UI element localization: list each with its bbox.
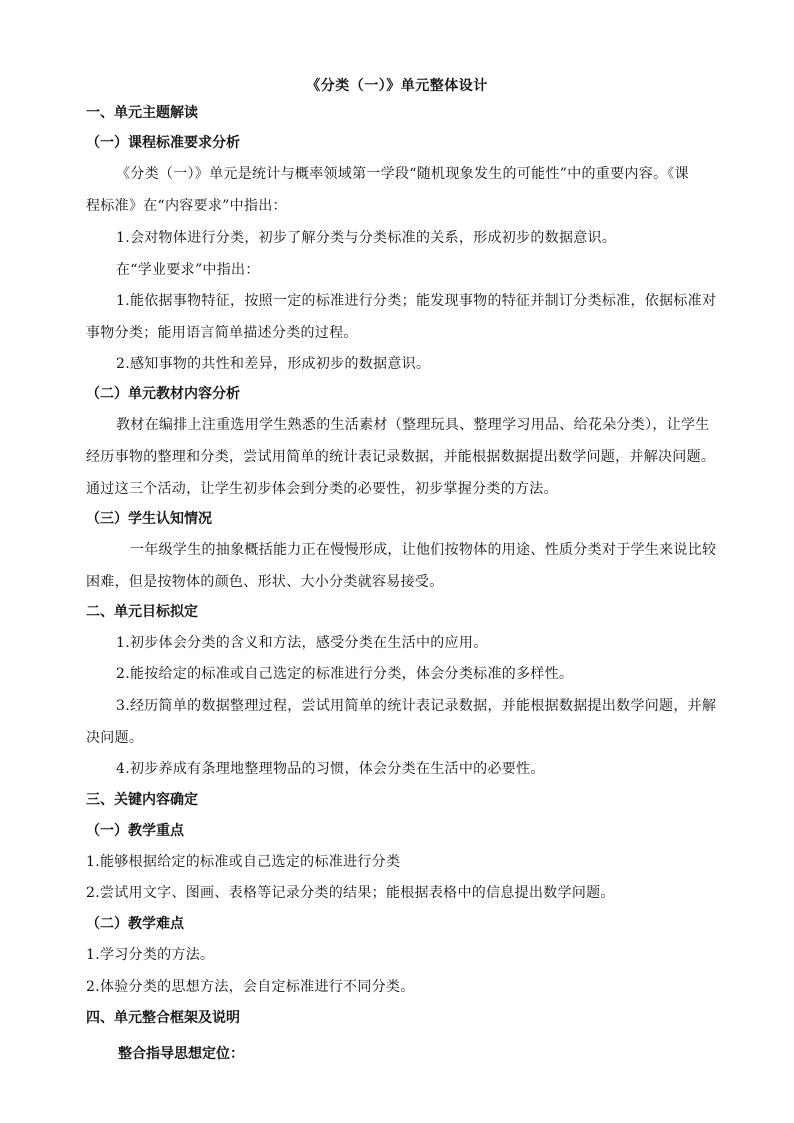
paragraph-line: 困难，但是按物体的颜色、形状、大小分类就容易接受。 [86, 574, 444, 590]
paragraph-line: 2.感知事物的共性和差异，形成初步的数据意识。 [116, 356, 431, 372]
subsection-heading-1-2: （二）单元教材内容分析 [86, 386, 240, 402]
section-heading-1: 一、单元主题解读 [86, 105, 198, 121]
goal-item: 2.能按给定的标准或自己选定的标准进行分类，体会分类标准的多样性。 [116, 666, 574, 682]
paragraph-line: 事物分类；能用语言简单描述分类的过程。 [86, 325, 358, 341]
goal-item: 3.经历简单的数据整理过程，尝试用简单的统计表记录数据，并能根据数据提出数学问题，并解 [116, 698, 717, 714]
paragraph-line: 一年级学生的抽象概括能力正在慢慢形成，让他们按物体的用途、性质分类对于学生来说比较 [130, 542, 717, 558]
paragraph-line: 在“学业要求”中指出： [116, 262, 260, 278]
paragraph-line: 程标准》在“内容要求”中指出： [86, 198, 287, 214]
goal-item: 4.初步养成有条理地整理物品的习惯，体会分类在生活中的必要性。 [116, 761, 545, 777]
paragraph-line: 《分类（一）》单元是统计与概率领域第一学段“随机现象发生的可能性”中的重要内容。《课 [116, 166, 689, 182]
document-title: 《分类（一）》单元整体设计 [306, 78, 488, 94]
key-point-item: 1.能够根据给定的标准或自己选定的标准进行分类 [86, 854, 401, 870]
subheading-guiding-idea: 整合指导思想定位： [118, 1046, 244, 1062]
paragraph-line: 通过这三个活动，让学生初步体会到分类的必要性，初步掌握分类的方法。 [86, 481, 558, 497]
key-point-item: 2.尝试用文字、图画、表格等记录分类的结果；能根据表格中的信息提出数学问题。 [86, 885, 615, 901]
subsection-heading-3-2: （二）教学难点 [86, 916, 184, 932]
section-heading-4: 四、单元整合框架及说明 [86, 1010, 240, 1026]
paragraph-line: 经历事物的整理和分类，尝试用简单的统计表记录数据，并能根据数据提出数学问题，并解决问题。 [86, 449, 716, 465]
paragraph-line: 1.会对物体进行分类，初步了解分类与分类标准的关系，形成初步的数据意识。 [116, 230, 617, 246]
paragraph-line: 教材在编排上注重选用学生熟悉的生活素材（整理玩具、整理学习用品、给花朵分类），让学生 [116, 417, 710, 433]
goal-item: 1.初步体会分类的含义和方法，感受分类在生活中的应用。 [116, 635, 488, 651]
difficulty-item: 2.体验分类的思想方法，会自定标准进行不同分类。 [86, 979, 415, 995]
subsection-heading-3-1: （一）教学重点 [86, 823, 184, 839]
section-heading-2: 二、单元目标拟定 [86, 604, 198, 620]
subsection-heading-1-3: （三）学生认知情况 [86, 511, 212, 527]
difficulty-item: 1.学习分类的方法。 [86, 947, 215, 963]
goal-item-continuation: 决问题。 [86, 730, 144, 746]
paragraph-line: 1.能依据事物特征，按照一定的标准进行分类；能发现事物的特征并制订分类标准，依据标准对 [116, 293, 717, 309]
subsection-heading-1-1: （一）课程标准要求分析 [86, 135, 240, 151]
section-heading-3: 三、关键内容确定 [86, 792, 198, 808]
